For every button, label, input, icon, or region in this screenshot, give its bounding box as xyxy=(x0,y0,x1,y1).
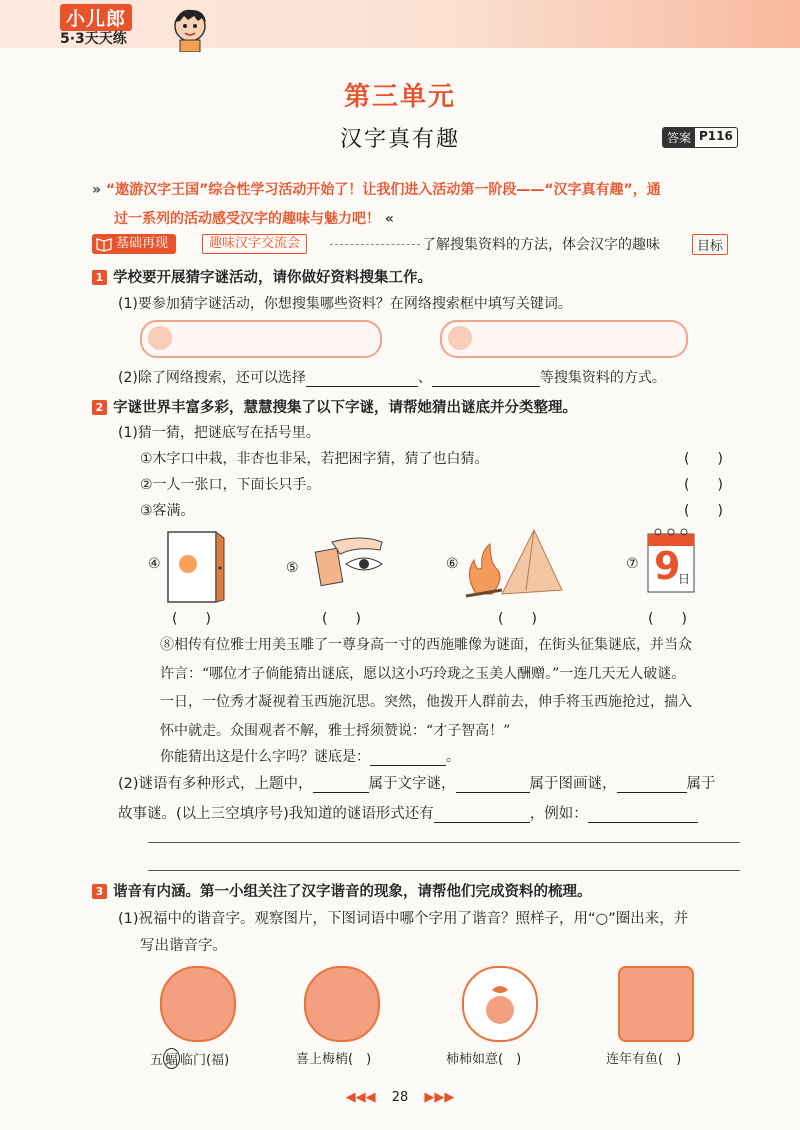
q2-sub1: (1)猜一猜，把谜底写在括号里。 xyxy=(118,425,320,441)
prev-arrows-icon: ◀◀◀ xyxy=(345,1090,376,1105)
question-1-text: 学校要开展猜字谜活动，请你做好资料搜集工作。 xyxy=(113,270,432,286)
pic-label-6: ⑥ xyxy=(446,556,459,572)
series-name: 5·3天天练 xyxy=(60,31,127,47)
question-2-number: 2 xyxy=(92,400,107,415)
blank-word-riddle[interactable] xyxy=(313,776,369,793)
blessing-4-pre: 连年有鱼( xyxy=(606,1052,664,1067)
question-2 xyxy=(92,396,577,417)
q3-sub1b: 写出谐音字。 xyxy=(140,938,227,954)
papercut-fish-icon xyxy=(618,966,694,1042)
papercut-persimmon-icon xyxy=(462,966,538,1042)
answer-paren-6[interactable]: ( ) xyxy=(498,611,537,627)
blessing-item-2[interactable] xyxy=(296,1048,371,1067)
blessing-item-4[interactable] xyxy=(606,1048,681,1067)
question-3-text: 谐音有内涵。第一小组关注了汉字谐音的现象，请帮他们完成资料的梳理。 xyxy=(113,884,592,900)
search-input-2[interactable] xyxy=(440,320,688,358)
search-icon xyxy=(448,326,472,350)
blessing-1-post: 临门(福) xyxy=(180,1053,230,1068)
mascot-icon xyxy=(166,4,214,52)
search-icon xyxy=(148,326,172,350)
answer-paren-1[interactable]: ( ) xyxy=(684,451,723,467)
papercut-magpie-icon xyxy=(304,966,380,1042)
q2-sub2-text-b: 属于文字谜， xyxy=(368,776,456,792)
question-1 xyxy=(92,266,432,287)
story-line-4: 怀中就走。众围观者不解，雅士捋须赞说：“才子智高！” xyxy=(160,722,511,739)
answer-paren-7[interactable]: ( ) xyxy=(648,611,687,627)
q1-sub2-text-c: 等搜集资料的方式。 xyxy=(539,370,666,386)
q1-sub2-sep: 、 xyxy=(417,370,432,386)
intro-line-2: 过一系列的活动感受汉字的趣味与魅力吧！ xyxy=(114,211,380,227)
blank-method-2[interactable] xyxy=(432,370,540,387)
question-3 xyxy=(92,880,592,901)
section-tag-basic xyxy=(92,234,176,254)
page-title: 汉字真有趣 xyxy=(339,127,460,152)
blank-story-riddle[interactable] xyxy=(617,776,687,793)
calendar-unit: 日 xyxy=(678,572,691,586)
answer-paren-4[interactable]: ( ) xyxy=(172,611,211,627)
answer-paren-3[interactable]: ( ) xyxy=(684,503,723,519)
circled-char: 蝠 xyxy=(163,1048,180,1069)
story-question-end: 。 xyxy=(446,749,460,765)
section-header xyxy=(92,234,742,256)
q3-sub1: (1)祝福中的谐音字。观察图片，下图词语中哪个字用了谐音？照样子，用“○”圈出来，并 xyxy=(118,911,689,927)
question-2-text: 字谜世界丰富多彩，慧慧搜集了以下字谜，请帮她猜出谜底并分类整理。 xyxy=(113,400,577,416)
blessing-2-post: ) xyxy=(353,1052,372,1067)
blank-example[interactable] xyxy=(588,806,698,823)
blank-picture-riddle[interactable] xyxy=(456,776,530,793)
blessing-item-3[interactable] xyxy=(446,1048,521,1067)
brand-name: 小儿郎 xyxy=(60,4,132,31)
answer-ref xyxy=(662,127,738,148)
papercut-bat-icon xyxy=(160,966,236,1042)
pic-label-4: ④ xyxy=(148,556,161,572)
blank-riddle-form[interactable] xyxy=(434,806,530,823)
intro-line-1: “遨游汉字王国”综合性学习活动开始了！让我们进入活动第一阶段——“汉字真有趣”，通 xyxy=(105,182,661,198)
q2-sub2-text-d: 属于 xyxy=(686,776,716,792)
pic-label-5: ⑤ xyxy=(286,560,299,576)
section-divider xyxy=(330,244,420,245)
persimmon-icon xyxy=(464,968,536,1040)
quote-arrow-icon: » xyxy=(92,182,102,198)
story-line-1: ⑧相传有位雅士用美玉雕了一尊身高一寸的西施雕像为谜面，在街头征集谜底，并当众 xyxy=(160,637,692,653)
q2-sub2-text-e: 故事谜。(以上三空填序号)我知道的谜语形式还有 xyxy=(118,806,434,822)
section-tag-activity: 趣味汉字交流会 xyxy=(202,234,307,254)
pic-label-7: ⑦ xyxy=(626,556,639,572)
next-arrows-icon: ▶▶▶ xyxy=(424,1090,455,1105)
calendar-day: 9 xyxy=(654,544,681,588)
answer-label: 答案 xyxy=(663,128,695,147)
riddle-story xyxy=(160,631,740,745)
brand-logo xyxy=(60,4,220,48)
story-line-2: 许言：“哪位才子倘能猜出谜底，愿以这小巧玲珑之玉美人酬赠。”一连几天无人破谜。 xyxy=(160,665,686,682)
answer-paren-2[interactable]: ( ) xyxy=(684,477,723,493)
answer-line-2[interactable] xyxy=(148,870,740,871)
section-target-badge: 目标 xyxy=(692,234,728,255)
blessing-3-post: ) xyxy=(503,1052,522,1067)
hand-eye-icon xyxy=(302,534,392,594)
intro-text xyxy=(92,176,752,234)
story-line-3: 一日，一位秀才凝视着玉西施沉思。突然，他拨开人群前去，伸手将玉西施抢过，揣入 xyxy=(160,694,692,710)
riddle-2: ②一人一张口，下面长只手。 xyxy=(140,477,321,493)
answer-paren-5[interactable]: ( ) xyxy=(322,611,361,627)
riddle-1: ①木字口中栽，非杏也非呆，若把困字猜，猜了也白猜。 xyxy=(140,451,489,467)
blank-method-1[interactable] xyxy=(306,370,418,387)
q2-sub2-line1 xyxy=(118,772,716,793)
page-number xyxy=(0,1090,800,1105)
answer-line-1[interactable] xyxy=(148,842,740,843)
section-tag-basic-label: 基础再现 xyxy=(116,236,169,251)
blessing-1-pre: 五 xyxy=(150,1053,164,1068)
blessing-2-pre: 喜上梅梢( xyxy=(296,1052,354,1067)
blank-story-answer[interactable] xyxy=(370,749,446,766)
q2-sub2-text-f: ，例如： xyxy=(529,806,588,822)
quote-arrow-end-icon: « xyxy=(384,211,394,227)
q1-sub2 xyxy=(118,367,666,387)
page-number-text: 28 xyxy=(391,1090,409,1105)
door-sun-icon xyxy=(164,528,226,606)
calendar-icon xyxy=(646,526,696,596)
story-question xyxy=(160,746,460,766)
search-input-1[interactable] xyxy=(140,320,382,358)
story-question-text: 你能猜出这是什么字吗？谜底是： xyxy=(160,749,370,765)
riddle-3: ③客满。 xyxy=(140,503,195,519)
q2-sub2-line2 xyxy=(118,802,698,823)
question-3-number: 3 xyxy=(92,884,107,899)
q2-sub2-text-a: (2)谜语有多种形式，上题中， xyxy=(118,776,313,792)
unit-heading: 第三单元 xyxy=(343,82,456,112)
answer-page: P116 xyxy=(699,129,733,143)
question-1-number: 1 xyxy=(92,270,107,285)
section-goal: 了解搜集资料的方法，体会汉字的趣味 xyxy=(422,237,660,253)
book-icon xyxy=(96,236,112,252)
blessing-3-pre: 柿柿如意( xyxy=(446,1052,504,1067)
blessing-4-post: ) xyxy=(663,1052,682,1067)
q2-sub2-text-c: 属于图画谜， xyxy=(529,776,617,792)
q1-sub2-text-a: (2)除了网络搜索，还可以选择 xyxy=(118,370,306,386)
q1-sub1: (1)要参加猜字谜活动，你想搜集哪些资料？在网络搜索框中填写关键词。 xyxy=(118,296,572,312)
blessing-item-1 xyxy=(150,1048,229,1069)
fire-mountain-icon xyxy=(458,524,568,604)
